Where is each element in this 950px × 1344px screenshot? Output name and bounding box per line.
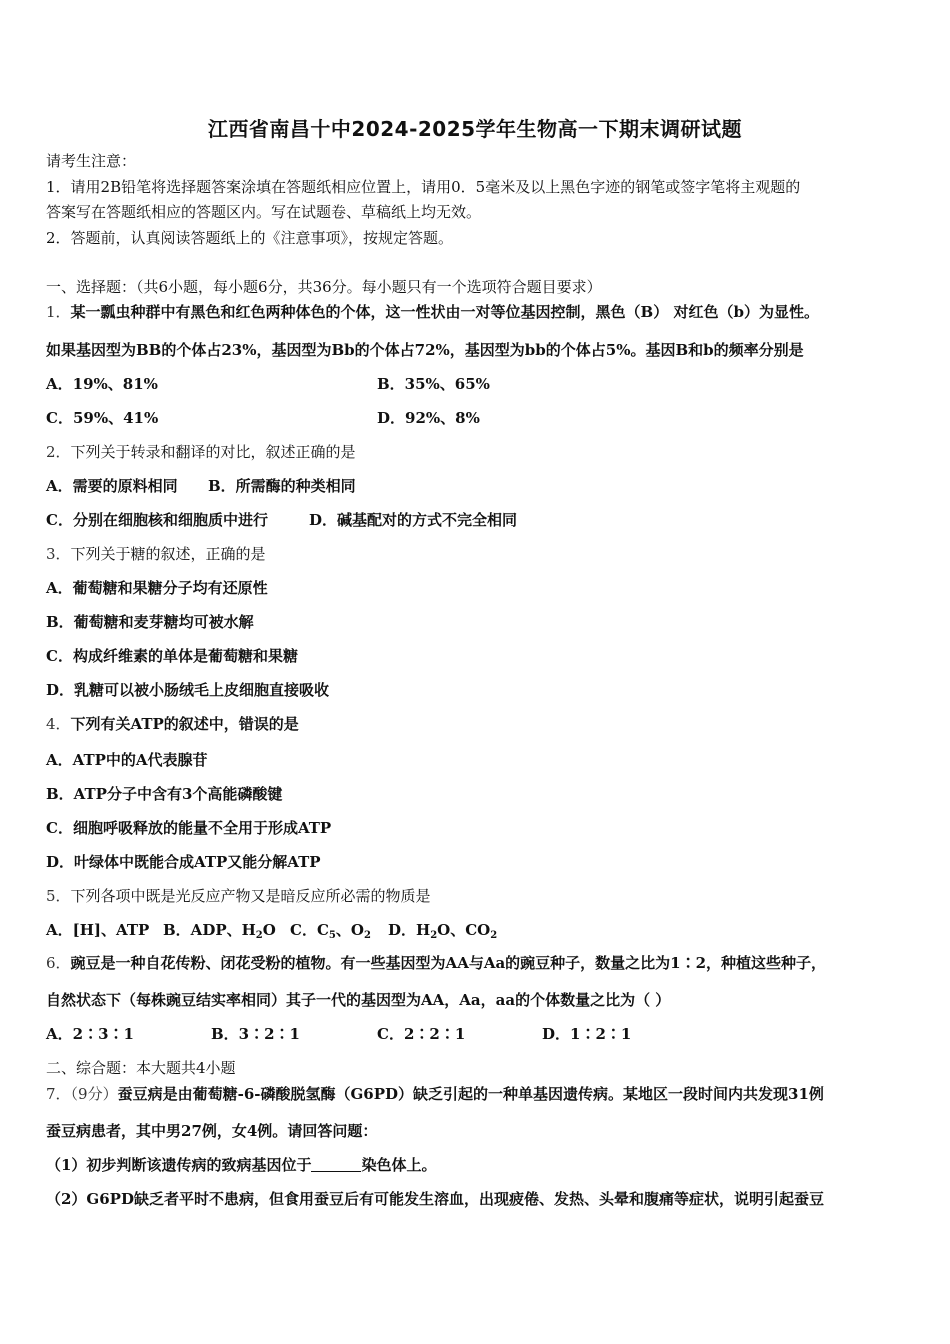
question-6-option-d[interactable]: D．1∶2∶1 <box>542 1025 632 1043</box>
question-5-number: 5． <box>46 887 71 905</box>
question-6-number: 6． <box>46 954 71 972</box>
section-1-heading: 一、选择题：（共6小题，每小题6分，共36分。每小题只有一个选项符合题目要求） <box>46 278 602 296</box>
question-5-stem: 下列各项中既是光反应产物又是暗反应所必需的物质是 <box>70 887 431 905</box>
question-1-stem: 某一瓢虫种群中有黑色和红色两种体色的个体，这一性状由一对等位基因控制，黑色（B） 对红色（b）为显性。 <box>70 303 819 321</box>
question-4-option-b[interactable]: B．ATP分子中含有3个高能磷酸键 <box>46 785 283 803</box>
page-title: 江西省南昌十中2024-2025学年生物高一下期末调研试题 <box>207 117 743 141</box>
question-2-stem: 下列关于转录和翻译的对比，叙述正确的是 <box>70 443 356 461</box>
notice-heading: 请考生注意： <box>46 152 137 170</box>
section-2-heading: 二、综合题：本大题共4小题 <box>46 1059 236 1077</box>
question-2-number: 2． <box>46 443 71 461</box>
question-1-option-a[interactable]: A．19%、81% <box>46 375 158 393</box>
question-7-number: 7． <box>46 1085 71 1103</box>
question-1-option-c[interactable]: C．59%、41% <box>46 409 159 427</box>
question-3-stem: 下列关于糖的叙述，正确的是 <box>70 545 266 563</box>
question-6-option-b[interactable]: B．3∶2∶1 <box>211 1025 300 1043</box>
question-1-line-2: 如果基因型为BB的个体占23%，基因型为Bb的个体占72%，基因型为bb的个体占5%。基因B和b的频率分别是 <box>46 341 804 359</box>
question-5-stem-line <box>46 886 431 906</box>
question-6-line-1 <box>46 953 826 973</box>
question-1-option-d[interactable]: D．92%、8% <box>377 409 480 427</box>
question-2-option-d[interactable]: D．碱基配对的方式不完全相同 <box>309 511 518 529</box>
question-7-part-1-text: （1）初步判断该遗传病的致病基因位于 <box>46 1156 312 1174</box>
question-3-option-c[interactable]: C．构成纤维素的单体是葡萄糖和果糖 <box>46 647 298 665</box>
question-7-stem: 蚕豆病是由葡萄糖-6-磷酸脱氢酶（G6PD）缺乏引起的一种单基因遗传病。某地区一段时间内共发现31例 <box>117 1085 824 1103</box>
question-2-option-c[interactable]: C．分别在细胞核和细胞质中进行 <box>46 511 268 529</box>
question-6-stem: 豌豆是一种自花传粉、闭花受粉的植物。有一些基因型为AA与Aa的豌豆种子，数量之比为1∶2，种植这些种子， <box>70 954 827 972</box>
question-7-score: （9分） <box>70 1085 118 1103</box>
question-5-option-c[interactable]: C．$C_5$、$O_2$ <box>290 921 371 941</box>
question-4-option-a[interactable]: A．ATP中的A代表腺苷 <box>46 751 208 769</box>
question-7-part-2: （2）G6PD缺乏者平时不患病，但食用蚕豆后有可能发生溶血，出现疲倦、发热、头晕和腹痛等症状，说明引起蚕豆 <box>46 1190 824 1208</box>
question-6-option-a[interactable]: A．2∶3∶1 <box>46 1025 134 1043</box>
question-2-option-a[interactable]: A．需要的原料相同 <box>46 477 178 495</box>
notice-item-2: 2．答题前，认真阅读答题纸上的《注意事项》，按规定答题。 <box>46 229 454 247</box>
question-2-option-b[interactable]: B．所需酶的种类相同 <box>208 477 356 495</box>
question-3-option-d[interactable]: D．乳糖可以被小肠绒毛上皮细胞直接吸收 <box>46 681 330 699</box>
question-4-stem: 下列有关ATP的叙述中，错误的是 <box>70 715 299 733</box>
question-7-line-1 <box>46 1084 824 1104</box>
question-1-number: 1． <box>46 303 71 321</box>
question-7-part-1 <box>46 1155 436 1175</box>
question-4-option-c[interactable]: C．细胞呼吸释放的能量不全用于形成ATP <box>46 819 332 837</box>
question-6-option-c[interactable]: C．2∶2∶1 <box>377 1025 466 1043</box>
question-6-line-2: 自然状态下（每株豌豆结实率相同）其子一代的基因型为AA，Aa，aa的个体数量之比为（ ） <box>46 991 671 1009</box>
question-1-line-1 <box>46 302 819 322</box>
question-7-part-1-suffix: 染色体上。 <box>361 1156 437 1174</box>
notice-item-1-line-1: 1．请用2B铅笔将选择题答案涂填在答题纸相应位置上，请用0．5毫米及以上黑色字迹的钢笔或签字笔将主观题的 <box>46 178 801 196</box>
question-4-option-d[interactable]: D．叶绿体中既能合成ATP又能分解ATP <box>46 853 321 871</box>
question-3-number: 3． <box>46 545 71 563</box>
question-4-stem-line <box>46 714 299 734</box>
answer-blank[interactable] <box>311 1157 361 1172</box>
question-3-stem-line <box>46 544 266 564</box>
question-2-stem-line <box>46 442 356 462</box>
question-5-option-b[interactable]: B．ADP、$H_2O$ <box>163 921 276 941</box>
question-4-number: 4． <box>46 715 71 733</box>
question-7-line-2: 蚕豆病患者，其中男27例，女4例。请回答问题： <box>46 1122 378 1140</box>
question-1-option-b[interactable]: B．35%、65% <box>377 375 490 393</box>
question-3-option-b[interactable]: B．葡萄糖和麦芽糖均可被水解 <box>46 613 254 631</box>
question-5-option-d[interactable]: D．$H_2O$、$CO_2$ <box>388 921 498 941</box>
question-3-option-a[interactable]: A．葡萄糖和果糖分子均有还原性 <box>46 579 268 597</box>
notice-item-1-line-2: 答案写在答题纸相应的答题区内。写在试题卷、草稿纸上均无效。 <box>46 203 482 221</box>
question-5-option-a[interactable]: A．[H]、ATP <box>46 921 150 939</box>
